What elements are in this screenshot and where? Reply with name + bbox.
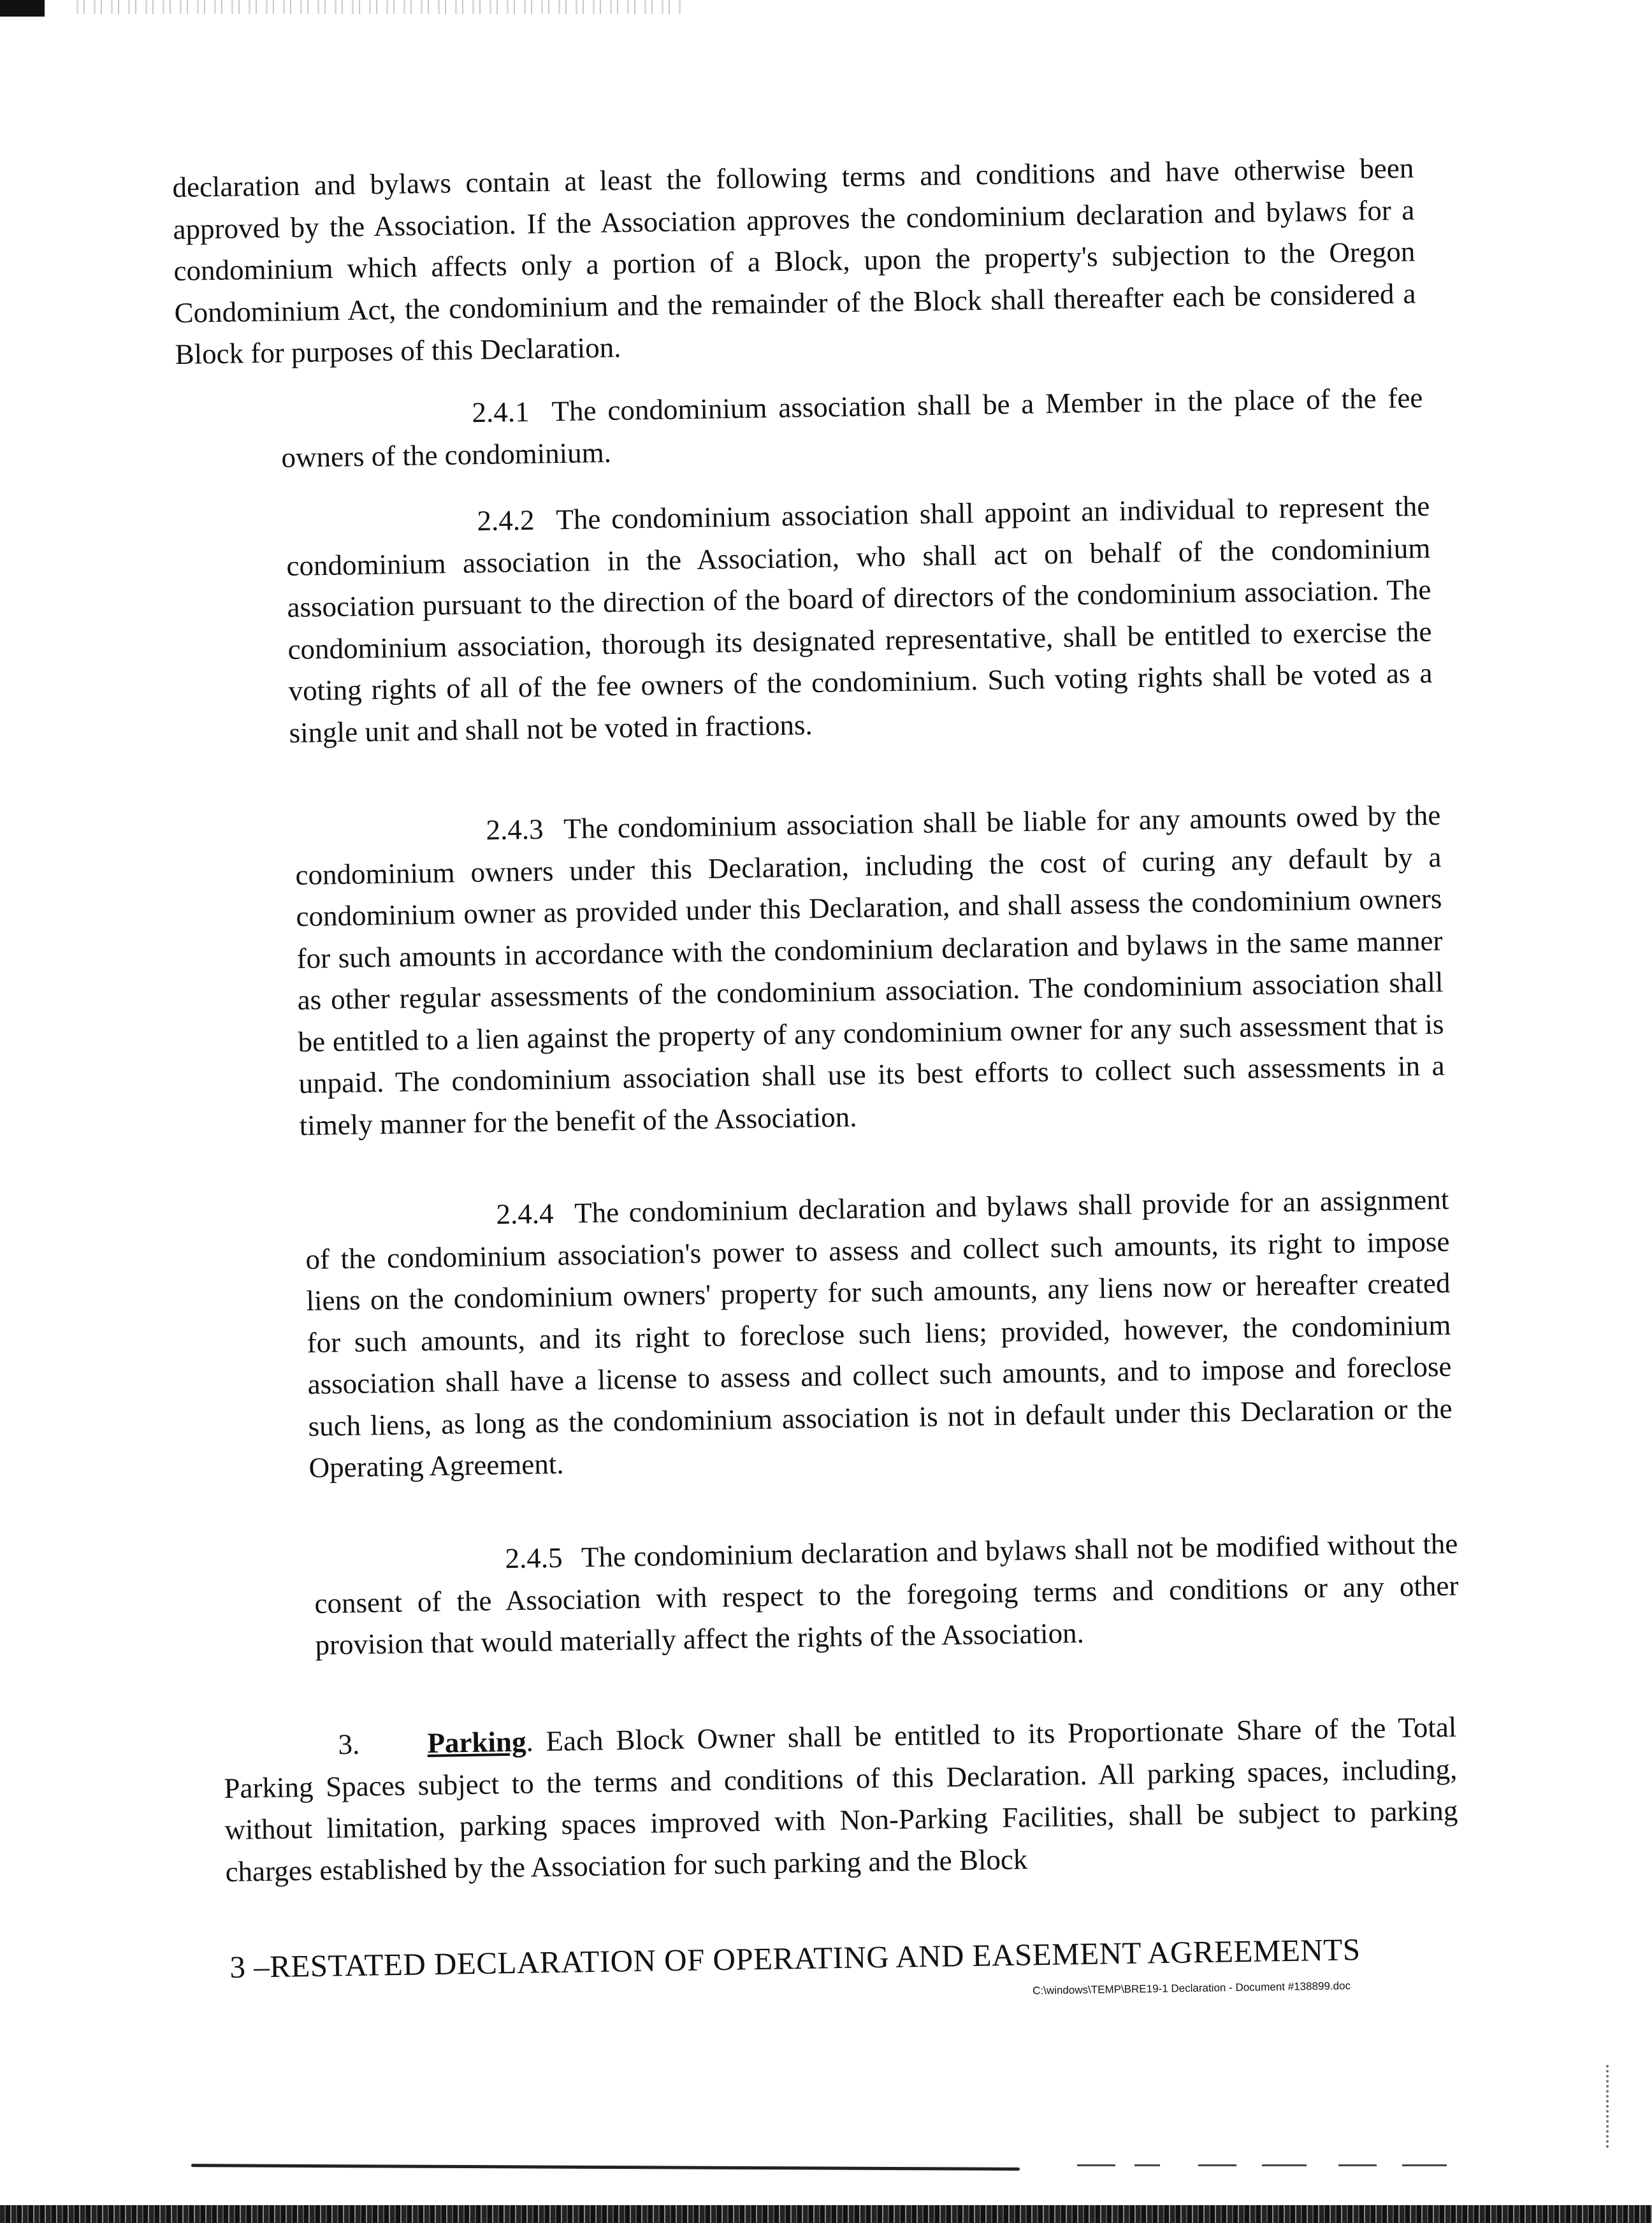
scan-artifact-corner <box>0 0 45 17</box>
section-text: The condominium association shall be a Member in the place of the fee owners of the condominium. <box>281 381 1423 474</box>
section-text: The condominium declaration and bylaws shall provide for an assignment of the condominium association's power to assess and collect such amounts, its right to impose liens on the condominium owners' property for such amounts, any liens now or hereafter created for such amounts, and its right to foreclose such liens; provided, however, the condominium association shall have a license to assess and collect such amounts, and to impose and foreclose such liens, as long as the condominium association is not in default under this Declaration or the Operating Agreement. <box>305 1183 1453 1484</box>
intro-paragraph-text: declaration and bylaws contain at least the following terms and conditions and have otherwise been approved by the Association. If the Association approves the condominium declaration and bylaws for a condominium which affects only a portion of a Block, upon the property's subjection to the Oregon Condominium Act, the condominium and the remainder of the Block shall thereafter each be considered a Block for purposes of this Declaration. <box>172 152 1416 370</box>
indent-spacer <box>305 1224 496 1227</box>
indent-spacer <box>314 1568 505 1571</box>
section-number: 2.4.1 <box>472 395 530 429</box>
section-3-parking <box>223 1707 1459 1893</box>
section-text: The condominium association shall be liable for any amounts owed by the condominium owners under this Declaration, including the cost of curing any default by a condominium owner as provided under this Declaration, and shall assess the condominium owners for such amounts in accordance with the condominium declaration and bylaws in the same manner as other regular assessments of the condominium association. The condominium association shall be entitled to a lien against the property of any condominium owner for any such assessment that is unpaid. The condominium association shall use its best efforts to collect such assessments in a timely manner for the benefit of the Association. <box>295 799 1445 1141</box>
section-number: 2.4.3 <box>486 813 544 846</box>
section-number: 3. <box>338 1728 360 1761</box>
section-text: . Each Block Owner shall be entitled to its Proportionate Share of the Total Parking Spaces subject to the terms and conditions of this Declaration. All parking spaces, including, without limitation, parking spaces improved with Non-Parking Facilities, shall be subject to parking charges established by the Association for such parking and the Block <box>224 1711 1458 1888</box>
scan-artifact-dash <box>1338 2164 1377 2166</box>
section-text: The condominium declaration and bylaws shall not be modified without the consent of the Association with respect to the foregoing terms and conditions or any other provision that would materially affect the rights of the Association. <box>314 1527 1459 1661</box>
intro-paragraph <box>172 147 1417 375</box>
scan-artifact-top-noise <box>76 0 682 14</box>
section-2-4-5 <box>314 1523 1460 1667</box>
footer-title: 3 –RESTATED DECLARATION OF OPERATING AND EASEMENT AGREEMENTS <box>229 1932 1361 1985</box>
footer-file-path: C:\windows\TEMP\BRE19-1 Declaration - Document #138899.doc <box>1032 1980 1351 1997</box>
section-text: The condominium association shall appoint an individual to represent the condominium association in the Association, who shall act on behalf of the condominium association pursuant to the direction of the board of directors of the condominium association. The condominium association, thorough its designated representative, shall be entitled to exercise the voting rights of all of the fee owners of the condominium. Such voting rights shall be voted as a single unit and shall not be voted in fractions. <box>286 489 1433 749</box>
scan-artifact-bottom-line <box>191 2164 1020 2171</box>
section-number: 2.4.5 <box>505 1541 563 1575</box>
section-number: 2.4.4 <box>496 1197 554 1231</box>
scan-artifact-dash <box>1134 2164 1160 2166</box>
indent-spacer <box>224 1754 338 1756</box>
section-number: 2.4.2 <box>477 503 535 537</box>
scan-artifact-dash <box>1077 2164 1115 2166</box>
indent-spacer <box>286 530 477 533</box>
section-2-4-4 <box>305 1179 1453 1489</box>
section-2-4-1 <box>280 377 1424 479</box>
scan-artifact-bottom-noise <box>0 2205 1652 2223</box>
indent-spacer <box>295 839 486 843</box>
scan-artifact-dash <box>1198 2164 1236 2166</box>
section-2-4-2 <box>286 486 1433 754</box>
scan-artifact-dash <box>1402 2164 1447 2166</box>
section-heading: Parking <box>427 1725 526 1759</box>
indent-spacer <box>281 422 472 425</box>
scan-artifact-right-edge <box>1606 2065 1634 2148</box>
section-2-4-3 <box>294 795 1446 1147</box>
scan-artifact-dash <box>1262 2164 1307 2166</box>
